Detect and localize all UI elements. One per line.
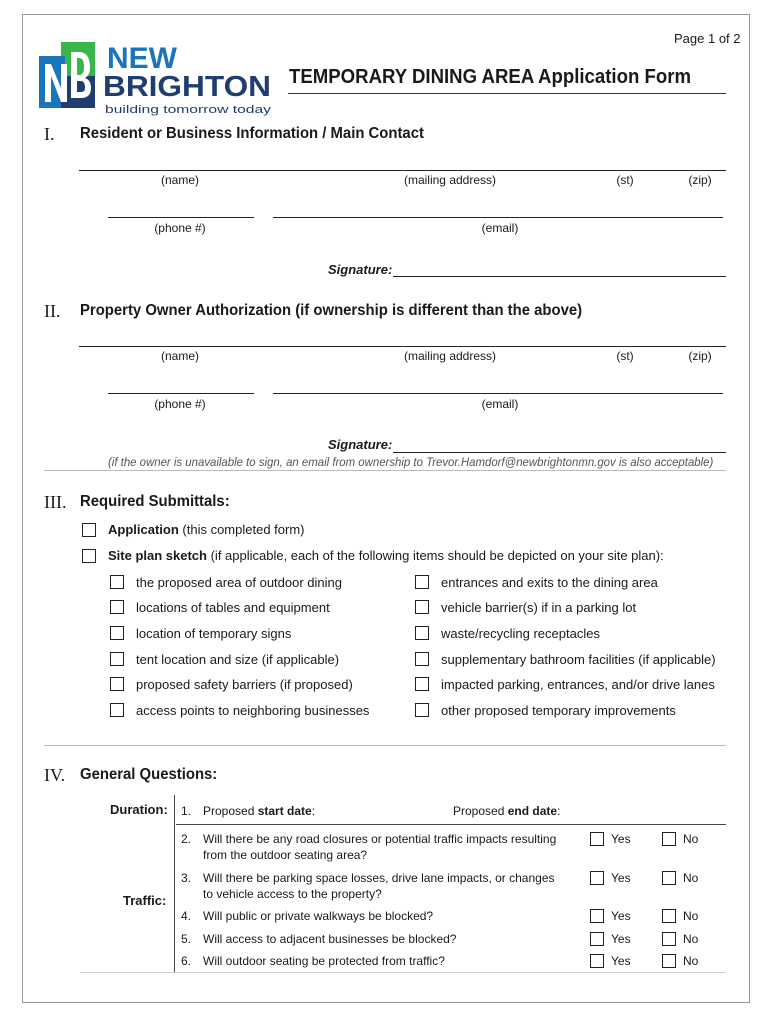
question-text: Will access to adjacent businesses be blocked? [203,932,457,946]
no-label: No [683,832,699,846]
application-item [108,522,304,537]
logo-line2: BRIGHTON [103,71,271,103]
section1-email-line[interactable] [273,217,723,218]
site-plan-right-item: other proposed temporary improvements [441,703,676,718]
site-plan-bold: Site plan sketch [108,548,207,563]
title-underline [288,93,726,94]
no-checkbox[interactable] [662,909,676,923]
yes-label: Yes [611,954,631,968]
no-checkbox[interactable] [662,954,676,968]
section2-signature-line[interactable] [393,452,726,453]
site-plan-rest: (if applicable, each of the following items should be depicted on your site plan): [206,548,664,563]
section2-phone-line[interactable] [108,393,254,394]
site-plan-right-checkbox[interactable] [415,703,429,717]
site-plan-left-checkbox[interactable] [110,626,124,640]
site-plan-left-item: access points to neighboring businesses [136,703,370,718]
form-title: TEMPORARY DINING AREA Application Form [289,66,691,88]
section2-email-line[interactable] [273,393,723,394]
yes-checkbox[interactable] [590,909,604,923]
section4-heading: General Questions: [80,766,218,783]
no-label: No [683,954,699,968]
section1-zip-caption: (zip) [688,173,712,187]
yes-checkbox[interactable] [590,871,604,885]
site-plan-left-checkbox[interactable] [110,652,124,666]
yes-label: Yes [611,832,631,846]
start-date-post: : [311,804,316,818]
start-date-pre: Proposed [203,804,258,818]
section2-name-caption: (name) [160,349,199,363]
question-text: Will public or private walkways be blocked? [203,909,434,923]
page-number: Page 1 of 2 [674,31,741,46]
end-date-field[interactable] [453,803,560,819]
site-plan-left-item: location of temporary signs [136,626,292,641]
no-label: No [683,909,699,923]
section1-signature-label: Signature: [328,262,393,277]
yes-checkbox[interactable] [590,932,604,946]
question-text: Will there be parking space losses, drive lane impacts, or changes to vehicle access to the property? [203,871,555,901]
section1-signature-line[interactable] [393,276,726,277]
section3-number: III. [44,492,67,512]
start-date-field[interactable] [203,803,315,819]
questions-bottom-rule [80,972,726,973]
site-plan-left-checkbox[interactable] [110,703,124,717]
site-plan-item [108,548,664,563]
new-brighton-logo [37,40,277,122]
yes-checkbox[interactable] [590,832,604,846]
logo-line1: NEW [107,42,177,75]
section3-heading: Required Submittals: [80,493,230,510]
section1-number: I. [44,124,55,144]
section1-heading: Resident or Business Information / Main Contact [80,125,424,142]
section2-zip-caption: (zip) [688,349,712,363]
question-number: 6. [181,954,192,968]
section2-owner-note: (if the owner is unavailable to sign, an email from ownership to Trevor.Hamdorf@newbrightonmn.gov is also acceptable) [108,455,714,469]
section1-address-caption: (mailing address) [403,173,497,187]
duration-label: Duration: [110,802,168,817]
section1-name-caption: (name) [160,173,199,187]
site-plan-right-checkbox[interactable] [415,575,429,589]
question-number: 3. [181,871,192,885]
site-plan-left-item: locations of tables and equipment [136,600,330,615]
section2-divider [44,470,726,471]
section2-st-caption: (st) [616,349,634,363]
site-plan-checkbox[interactable] [82,549,96,563]
no-checkbox[interactable] [662,832,676,846]
section3-divider [44,745,726,746]
end-date-post: : [557,804,561,818]
application-rest: (this completed form) [178,522,305,537]
section2-number: II. [44,301,61,321]
section1-email-caption: (email) [481,221,519,235]
section2-heading: Property Owner Authorization (if ownership is different than the above) [80,302,583,319]
traffic-label: Traffic: [123,893,167,908]
yes-label: Yes [611,909,631,923]
site-plan-right-checkbox[interactable] [415,652,429,666]
end-date-pre: Proposed [453,804,508,818]
logo-mark [37,40,277,122]
question-text: Will outdoor seating be protected from traffic? [203,954,445,968]
yes-label: Yes [611,871,631,885]
question-number: 5. [181,932,192,946]
site-plan-left-checkbox[interactable] [110,575,124,589]
no-label: No [683,871,699,885]
section2-phone-caption: (phone #) [154,397,206,411]
site-plan-right-checkbox[interactable] [415,626,429,640]
question-text: Will there be any road closures or potential traffic impacts resulting from the outdoor seating area? [203,832,557,862]
site-plan-right-item: entrances and exits to the dining area [441,575,658,590]
end-date-bold: end date [507,804,558,818]
section1-st-caption: (st) [616,173,634,187]
site-plan-right-item: vehicle barrier(s) if in a parking lot [441,600,637,615]
section2-name-address-line[interactable] [79,346,726,347]
site-plan-left-item: the proposed area of outdoor dining [136,575,342,590]
site-plan-left-checkbox[interactable] [110,600,124,614]
no-label: No [683,932,699,946]
site-plan-right-item: impacted parking, entrances, and/or drive lanes [441,677,715,692]
site-plan-left-item: tent location and size (if applicable) [136,652,340,667]
site-plan-right-checkbox[interactable] [415,600,429,614]
question-number: 4. [181,909,192,923]
section1-phone-caption: (phone #) [154,221,206,235]
section2-address-caption: (mailing address) [403,349,497,363]
application-checkbox[interactable] [82,523,96,537]
question-number: 1. [181,804,192,818]
site-plan-right-checkbox[interactable] [415,677,429,691]
start-date-bold: start date [257,804,312,818]
duration-divider [176,824,726,825]
questions-vertical-rule [174,795,175,972]
section1-phone-line[interactable] [108,217,254,218]
site-plan-left-item: proposed safety barriers (if proposed) [136,677,353,692]
yes-checkbox[interactable] [590,954,604,968]
site-plan-right-item: waste/recycling receptacles [441,626,600,641]
section2-signature-label: Signature: [328,437,393,452]
application-bold: Application [108,522,179,537]
site-plan-left-checkbox[interactable] [110,677,124,691]
question-number: 2. [181,832,192,846]
site-plan-right-item: supplementary bathroom facilities (if applicable) [441,652,716,667]
section1-name-address-line[interactable] [79,170,726,171]
logo-tagline: building tomorrow today [105,104,272,116]
no-checkbox[interactable] [662,871,676,885]
section4-number: IV. [44,765,66,785]
yes-label: Yes [611,932,631,946]
no-checkbox[interactable] [662,932,676,946]
section2-email-caption: (email) [481,397,519,411]
